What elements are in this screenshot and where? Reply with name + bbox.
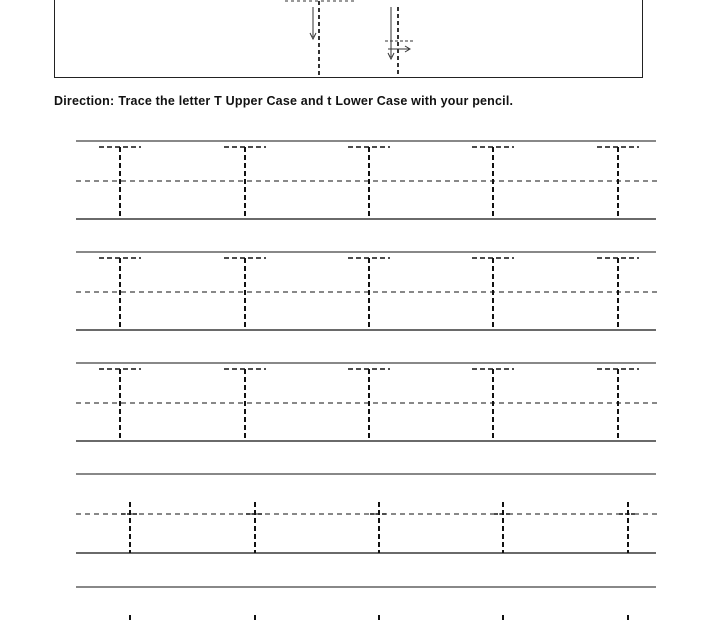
trace-letter-upper [224, 258, 266, 330]
trace-letter-lower [619, 502, 637, 553]
tracing-rows [76, 141, 660, 620]
trace-letter-upper [224, 369, 266, 441]
direction-body: Trace the letter T Upper Case and t Lower Case with your pencil. [118, 94, 514, 108]
trace-letter-upper [348, 147, 390, 219]
trace-letter-upper [597, 369, 639, 441]
trace-letter-upper [99, 258, 141, 330]
trace-letter-upper [99, 147, 141, 219]
trace-letter-upper [472, 369, 514, 441]
trace-letter-upper [472, 258, 514, 330]
trace-letter-lower [494, 615, 512, 620]
trace-letter-upper [597, 147, 639, 219]
lowercase-row [76, 474, 660, 553]
direction-label: Direction: [54, 94, 115, 108]
trace-letter-lower [121, 615, 139, 620]
trace-letter-lower [370, 502, 388, 553]
trace-letter-upper [99, 369, 141, 441]
trace-letter-upper [224, 147, 266, 219]
trace-letter-lower [246, 502, 264, 553]
trace-letter-lower [494, 502, 512, 553]
trace-letter-upper [597, 258, 639, 330]
trace-letter-lower [121, 502, 139, 553]
trace-letter-upper [348, 258, 390, 330]
trace-letter-lower [246, 615, 264, 620]
uppercase-row [76, 141, 660, 219]
trace-letter-lower [619, 615, 637, 620]
lowercase-row [76, 587, 660, 620]
trace-letter-lower [370, 615, 388, 620]
trace-letter-upper [472, 147, 514, 219]
uppercase-row [76, 363, 660, 441]
uppercase-row [76, 252, 660, 330]
trace-letter-upper [348, 369, 390, 441]
